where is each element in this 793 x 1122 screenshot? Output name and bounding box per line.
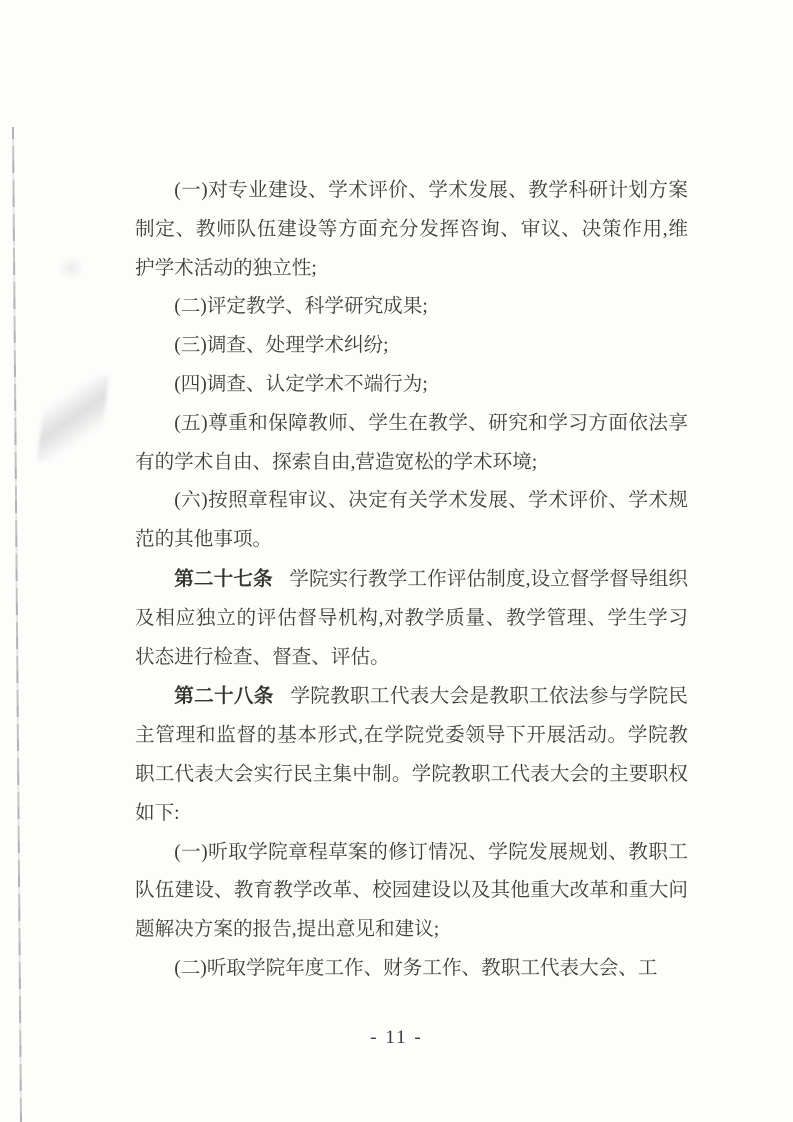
scan-artifact-spot — [58, 255, 84, 281]
clause-text: (三)调查、处理学术纠纷; — [174, 335, 389, 357]
scan-artifact-smudge — [37, 369, 108, 467]
clause-text: (六)按照章程审议、决定有关学术发展、学术评价、学术规范的其他事项。 — [135, 490, 688, 551]
article-28-text: 学院教职工代表大会是教职工依法参与学院民主管理和监督的基本形式,在学院党委领导下开展活动。学院教职工代表大会实行民主集中制。学院教职工代表大会的主要职权如下: — [135, 686, 689, 824]
clause-text: (五)尊重和保障教师、学生在教学、研究和学习方面依法享有的学术自由、探索自由,营造宽松的学术环境; — [135, 412, 688, 473]
clause-text: (四)调查、认定学术不端行为; — [174, 373, 428, 395]
article-28 — [135, 677, 688, 833]
clause-text: (二)评定教学、科学研究成果; — [174, 296, 428, 318]
article-27-text: 学院实行教学工作评估制度,设立督学督导组织及相应独立的评估督导机构,对教学质量、教学管理、学生学习状态进行检查、督查、评估。 — [135, 568, 688, 668]
page-number: - 11 - — [370, 1027, 423, 1048]
clause-item-6 — [135, 482, 688, 560]
clause-item-4 — [135, 366, 688, 405]
clause-text: (二)听取学院年度工作、财务工作、教职工代表大会、工 — [174, 957, 658, 979]
article-27-number: 第二十七条 — [174, 567, 273, 590]
document-body — [135, 172, 688, 989]
clause-item-5 — [135, 405, 688, 483]
clause-item-3 — [135, 327, 688, 366]
clause-item-2 — [135, 288, 688, 327]
scan-artifact-left-edge-line — [12, 127, 22, 1122]
clause-item-7 — [135, 834, 688, 950]
clause-item-1 — [135, 172, 688, 288]
clause-text: (一)对专业建设、学术评价、学术发展、教学科研计划方案制定、教师队伍建设等方面充分发挥咨询、审议、决策作用,维护学术活动的独立性; — [135, 180, 688, 279]
article-28-number: 第二十八条 — [174, 685, 274, 708]
clause-item-8 — [135, 950, 688, 989]
article-27 — [135, 560, 688, 677]
clause-text: (一)听取学院章程草案的修订情况、学院发展规划、教职工队伍建设、教育教学改革、校园建设以及其他重大改革和重大问题解决方案的报告,提出意见和建议; — [135, 841, 688, 941]
